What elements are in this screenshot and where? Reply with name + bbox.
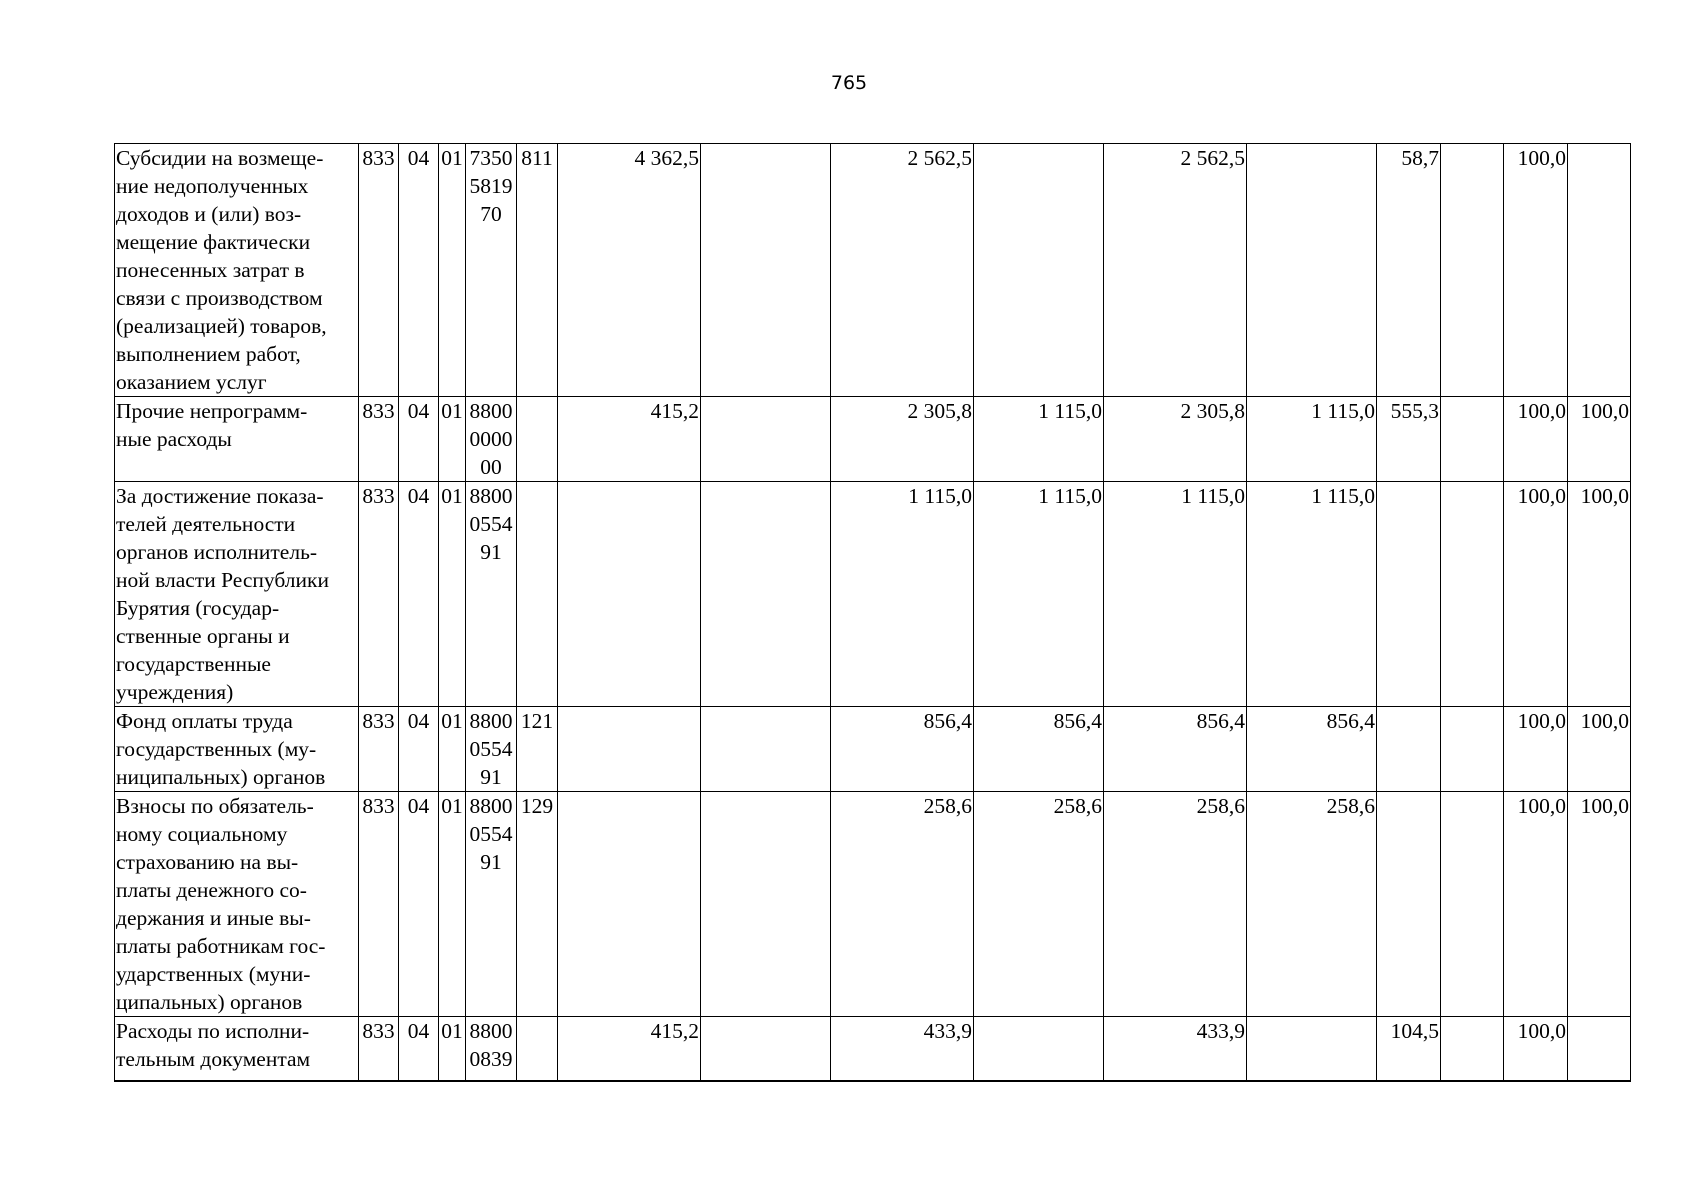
value-cell-3: 856,4	[831, 707, 974, 792]
value-cell-1	[558, 482, 701, 707]
gr-code-cell: 833	[359, 792, 399, 1017]
value-cell-6: 856,4	[1247, 707, 1377, 792]
csr-code-cell: 7350 5819 70	[466, 144, 517, 397]
value-cell-6	[1247, 1017, 1377, 1081]
gr-code-cell: 833	[359, 1017, 399, 1081]
vr-code-cell: 129	[517, 792, 558, 1017]
value-cell-5: 433,9	[1104, 1017, 1247, 1081]
value-cell-1	[558, 707, 701, 792]
value-cell-2	[701, 144, 831, 397]
pr-code-cell: 01	[439, 397, 466, 482]
percent-cell-3: 100,0	[1504, 1017, 1568, 1081]
percent-cell-4	[1568, 1017, 1631, 1081]
table-row	[115, 707, 1631, 792]
rz-code-cell: 04	[399, 144, 439, 397]
csr-code-cell: 8800 0839	[466, 1017, 517, 1081]
row-name-cell: За достижение показа- телей деятельности органов исполнитель- ной власти Республики Бурятия (государ- ственные органы и государственные учреждения)	[115, 482, 359, 707]
row-name-cell: Фонд оплаты труда государственных (му- ниципальных) органов	[115, 707, 359, 792]
gr-code-cell: 833	[359, 707, 399, 792]
percent-cell-2	[1441, 144, 1504, 397]
value-cell-4: 1 115,0	[974, 482, 1104, 707]
value-cell-6: 1 115,0	[1247, 397, 1377, 482]
pr-code-cell: 01	[439, 707, 466, 792]
percent-cell-2	[1441, 482, 1504, 707]
value-cell-1: 4 362,5	[558, 144, 701, 397]
value-cell-3: 2 305,8	[831, 397, 974, 482]
percent-cell-3: 100,0	[1504, 144, 1568, 397]
rz-code-cell: 04	[399, 707, 439, 792]
vr-code-cell: 121	[517, 707, 558, 792]
pr-code-cell: 01	[439, 792, 466, 1017]
value-cell-4: 856,4	[974, 707, 1104, 792]
percent-cell-2	[1441, 792, 1504, 1017]
value-cell-2	[701, 482, 831, 707]
table-row	[115, 792, 1631, 1017]
percent-cell-4: 100,0	[1568, 397, 1631, 482]
percent-cell-1: 555,3	[1377, 397, 1441, 482]
rz-code-cell: 04	[399, 1017, 439, 1081]
value-cell-4: 1 115,0	[974, 397, 1104, 482]
gr-code-cell: 833	[359, 397, 399, 482]
percent-cell-1: 58,7	[1377, 144, 1441, 397]
row-name-cell: Взносы по обязатель- ному социальному страхованию на вы- платы денежного со- держания и иные вы- платы работникам гос- ударственных (муни- ципальных) органов	[115, 792, 359, 1017]
percent-cell-1	[1377, 482, 1441, 707]
value-cell-6: 1 115,0	[1247, 482, 1377, 707]
value-cell-6: 258,6	[1247, 792, 1377, 1017]
value-cell-2	[701, 1017, 831, 1081]
budget-table	[114, 143, 1631, 1082]
value-cell-3: 258,6	[831, 792, 974, 1017]
value-cell-2	[701, 792, 831, 1017]
pr-code-cell: 01	[439, 482, 466, 707]
percent-cell-1: 104,5	[1377, 1017, 1441, 1081]
value-cell-5: 2 305,8	[1104, 397, 1247, 482]
vr-code-cell: 811	[517, 144, 558, 397]
value-cell-5: 2 562,5	[1104, 144, 1247, 397]
vr-code-cell	[517, 397, 558, 482]
percent-cell-3: 100,0	[1504, 707, 1568, 792]
row-name-cell: Субсидии на возмеще- ние недополученных доходов и (или) воз- мещение фактически понесенных затрат в связи с производством (реализацией) товаров, выполнением работ, оказанием услуг	[115, 144, 359, 397]
table-row	[115, 144, 1631, 397]
percent-cell-4	[1568, 144, 1631, 397]
pr-code-cell: 01	[439, 144, 466, 397]
percent-cell-2	[1441, 707, 1504, 792]
value-cell-3: 433,9	[831, 1017, 974, 1081]
row-name-cell: Прочие непрограмм- ные расходы	[115, 397, 359, 482]
value-cell-5: 856,4	[1104, 707, 1247, 792]
row-name-cell: Расходы по исполни- тельным документам	[115, 1017, 359, 1081]
csr-code-cell: 8800 0000 00	[466, 397, 517, 482]
value-cell-4	[974, 144, 1104, 397]
csr-code-cell: 8800 0554 91	[466, 792, 517, 1017]
value-cell-2	[701, 707, 831, 792]
value-cell-3: 1 115,0	[831, 482, 974, 707]
value-cell-1	[558, 792, 701, 1017]
percent-cell-3: 100,0	[1504, 482, 1568, 707]
percent-cell-3: 100,0	[1504, 397, 1568, 482]
vr-code-cell	[517, 1017, 558, 1081]
value-cell-4: 258,6	[974, 792, 1104, 1017]
value-cell-1: 415,2	[558, 397, 701, 482]
table-row	[115, 397, 1631, 482]
percent-cell-2	[1441, 1017, 1504, 1081]
page-number: 765	[830, 72, 868, 94]
csr-code-cell: 8800 0554 91	[466, 707, 517, 792]
csr-code-cell: 8800 0554 91	[466, 482, 517, 707]
percent-cell-1	[1377, 792, 1441, 1017]
rz-code-cell: 04	[399, 792, 439, 1017]
percent-cell-3: 100,0	[1504, 792, 1568, 1017]
value-cell-2	[701, 397, 831, 482]
table-row	[115, 482, 1631, 707]
rz-code-cell: 04	[399, 482, 439, 707]
value-cell-6	[1247, 144, 1377, 397]
gr-code-cell: 833	[359, 482, 399, 707]
value-cell-3: 2 562,5	[831, 144, 974, 397]
percent-cell-1	[1377, 707, 1441, 792]
value-cell-5: 258,6	[1104, 792, 1247, 1017]
vr-code-cell	[517, 482, 558, 707]
percent-cell-4: 100,0	[1568, 482, 1631, 707]
pr-code-cell: 01	[439, 1017, 466, 1081]
table-row	[115, 1017, 1631, 1081]
percent-cell-4: 100,0	[1568, 707, 1631, 792]
rz-code-cell: 04	[399, 397, 439, 482]
value-cell-4	[974, 1017, 1104, 1081]
table-body	[115, 144, 1631, 1081]
value-cell-5: 1 115,0	[1104, 482, 1247, 707]
percent-cell-2	[1441, 397, 1504, 482]
value-cell-1: 415,2	[558, 1017, 701, 1081]
percent-cell-4: 100,0	[1568, 792, 1631, 1017]
gr-code-cell: 833	[359, 144, 399, 397]
